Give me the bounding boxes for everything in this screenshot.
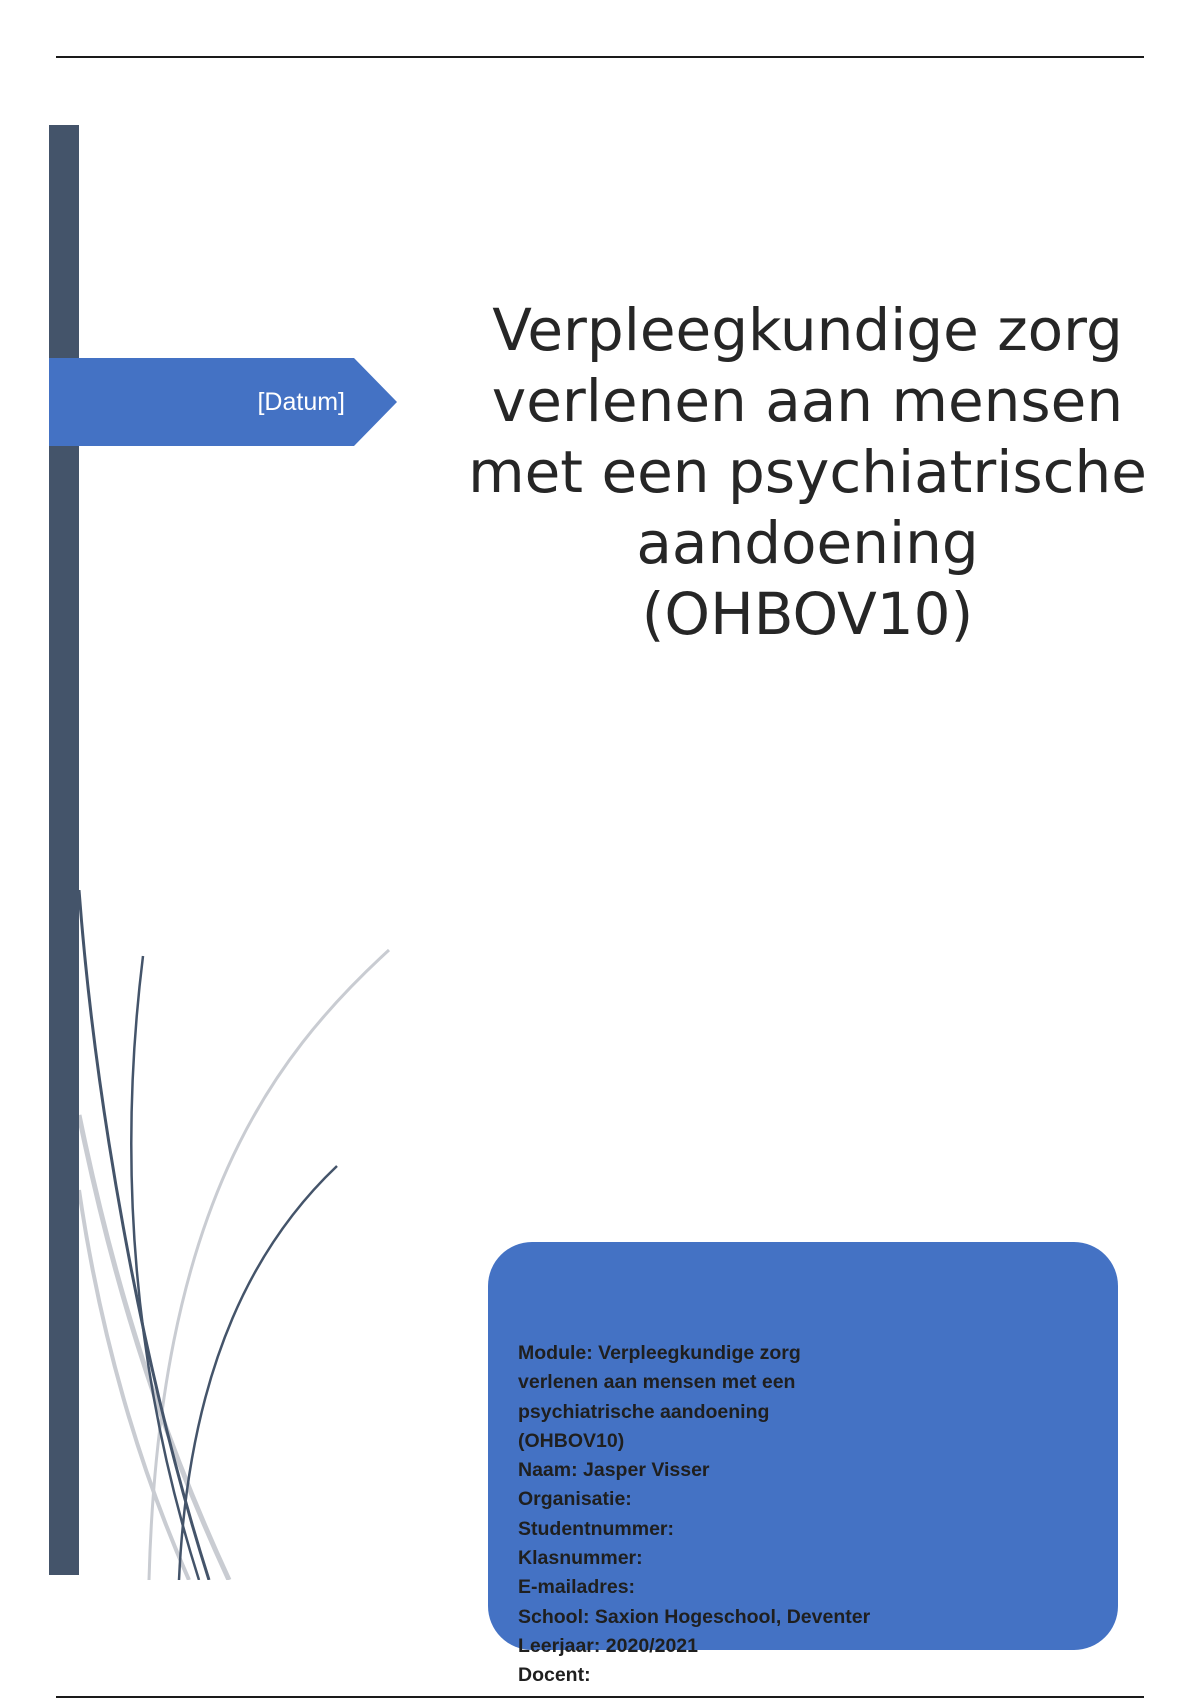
title-line: Verpleegkundige zorg bbox=[492, 296, 1123, 364]
decorative-curves bbox=[79, 890, 399, 1580]
year-field: Leerjaar: 2020/2021 bbox=[518, 1634, 698, 1657]
teacher-field: Docent: bbox=[518, 1664, 591, 1687]
module-line: verlenen aan mensen met een bbox=[518, 1371, 796, 1394]
curve-light-3 bbox=[149, 950, 389, 1580]
student-number-field: Studentnummer: bbox=[518, 1517, 674, 1540]
title-line: verlenen aan mensen bbox=[491, 367, 1124, 435]
name-field: Naam: Jasper Visser bbox=[518, 1459, 710, 1482]
organisation-field: Organisatie: bbox=[518, 1488, 632, 1511]
title-line: met een psychiatrische bbox=[468, 438, 1147, 506]
class-number-field: Klasnummer: bbox=[518, 1547, 643, 1570]
footer-rule bbox=[56, 1696, 1144, 1698]
curve-light-1 bbox=[79, 1115, 229, 1580]
school-field: School: Saxion Hogeschool, Deventer bbox=[518, 1605, 871, 1628]
sidebar-stripe bbox=[49, 125, 79, 1575]
date-banner[interactable] bbox=[49, 358, 397, 446]
module-line: (OHBOV10) bbox=[518, 1429, 625, 1452]
title-line: (OHBOV10) bbox=[641, 580, 974, 648]
email-field: E-mailadres: bbox=[518, 1576, 636, 1599]
header-rule bbox=[56, 56, 1144, 58]
title-line: aandoening bbox=[636, 509, 979, 577]
date-placeholder[interactable]: [Datum] bbox=[257, 388, 345, 416]
document-title bbox=[440, 295, 1175, 650]
module-line: psychiatrische aandoening bbox=[518, 1400, 770, 1423]
module-line: Module: Verpleegkundige zorg bbox=[518, 1342, 801, 1364]
info-list bbox=[518, 1339, 878, 1691]
